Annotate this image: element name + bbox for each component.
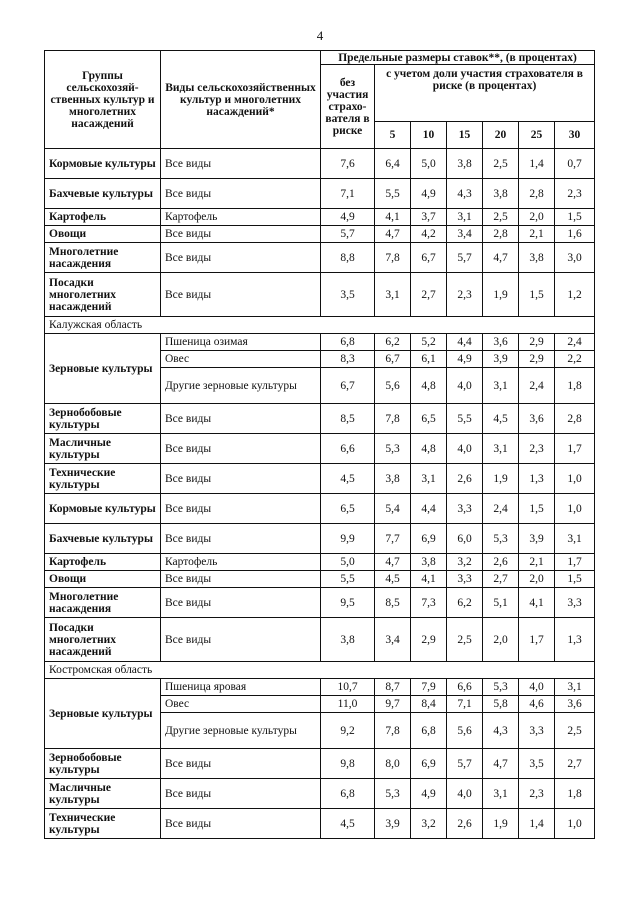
rate-share-20: 4,7: [483, 749, 519, 779]
table-row: [45, 524, 595, 554]
rate-share-25: 3,8: [519, 243, 555, 273]
rate-share-15: 3,3: [447, 571, 483, 588]
rate-share-30: 3,1: [555, 679, 595, 696]
rate-share-30: 1,5: [555, 209, 595, 226]
header-share-10: 10: [411, 122, 447, 149]
rate-share-5: 8,0: [375, 749, 411, 779]
rate-share-20: 2,6: [483, 554, 519, 571]
rate-share-15: 6,0: [447, 524, 483, 554]
rate-share-10: 4,2: [411, 226, 447, 243]
table-row: [45, 809, 595, 839]
rate-without-participation: 7,6: [321, 149, 375, 179]
rate-share-25: 2,1: [519, 226, 555, 243]
header-group-col: Группы сельскохозяй-ственных культур и многолетних насаждений: [45, 51, 161, 149]
group-name: Бахчевые культуры: [45, 524, 161, 554]
rate-share-30: 1,3: [555, 618, 595, 662]
crop-type: Все виды: [161, 809, 321, 839]
rate-share-5: 6,4: [375, 149, 411, 179]
rate-share-10: 3,8: [411, 554, 447, 571]
header-share-25: 25: [519, 122, 555, 149]
crop-type: Картофель: [161, 554, 321, 571]
group-name: Технические культуры: [45, 464, 161, 494]
rate-share-25: 2,0: [519, 209, 555, 226]
rate-without-participation: 4,5: [321, 464, 375, 494]
rate-share-15: 6,2: [447, 588, 483, 618]
rate-share-5: 7,8: [375, 243, 411, 273]
rate-share-15: 3,1: [447, 209, 483, 226]
rate-share-25: 2,9: [519, 334, 555, 351]
rate-share-25: 3,5: [519, 749, 555, 779]
rate-without-participation: 8,5: [321, 404, 375, 434]
rate-share-25: 2,4: [519, 368, 555, 404]
rate-without-participation: 6,8: [321, 779, 375, 809]
rate-share-5: 7,8: [375, 713, 411, 749]
rate-share-25: 3,9: [519, 524, 555, 554]
rate-share-5: 6,2: [375, 334, 411, 351]
rate-share-30: 2,3: [555, 179, 595, 209]
rate-share-10: 6,9: [411, 749, 447, 779]
rate-share-15: 3,8: [447, 149, 483, 179]
rate-share-20: 3,9: [483, 351, 519, 368]
rate-share-15: 6,6: [447, 679, 483, 696]
header-share-15: 15: [447, 122, 483, 149]
rate-share-25: 1,4: [519, 809, 555, 839]
header-limit-rates: Предельные размеры ставок**, (в процентах): [321, 51, 595, 65]
rate-share-30: 2,2: [555, 351, 595, 368]
rate-without-participation: 4,9: [321, 209, 375, 226]
rate-without-participation: 9,9: [321, 524, 375, 554]
region-label: Калужская область: [45, 317, 595, 334]
rate-share-5: 3,4: [375, 618, 411, 662]
table-row: [45, 209, 595, 226]
rate-share-20: 4,7: [483, 243, 519, 273]
rate-share-30: 1,0: [555, 494, 595, 524]
rate-share-15: 5,7: [447, 749, 483, 779]
group-name: Кормовые культуры: [45, 149, 161, 179]
rate-share-30: 1,7: [555, 554, 595, 571]
rate-share-25: 3,3: [519, 713, 555, 749]
rate-share-20: 1,9: [483, 273, 519, 317]
rate-share-30: 2,7: [555, 749, 595, 779]
group-name: Картофель: [45, 554, 161, 571]
rate-without-participation: 10,7: [321, 679, 375, 696]
rate-share-25: 4,6: [519, 696, 555, 713]
crop-type: Все виды: [161, 273, 321, 317]
rate-share-10: 3,1: [411, 464, 447, 494]
rate-share-15: 3,3: [447, 494, 483, 524]
crop-type: Другие зерновые культуры: [161, 713, 321, 749]
rate-share-30: 1,0: [555, 464, 595, 494]
group-name: Многолетние насаждения: [45, 243, 161, 273]
table-row: [45, 464, 595, 494]
rate-share-25: 2,9: [519, 351, 555, 368]
rate-without-participation: 6,5: [321, 494, 375, 524]
table-row: [45, 588, 595, 618]
rate-share-5: 3,9: [375, 809, 411, 839]
rate-share-30: 1,5: [555, 571, 595, 588]
crop-type: Овес: [161, 696, 321, 713]
rate-without-participation: 9,2: [321, 713, 375, 749]
header-type-col: Виды сельскохозяйственных культур и многолетних насаждений*: [161, 51, 321, 149]
page-number: 4: [316, 28, 324, 43]
crop-type: Пшеница яровая: [161, 679, 321, 696]
rate-share-30: 3,1: [555, 524, 595, 554]
rate-without-participation: 3,5: [321, 273, 375, 317]
rate-share-10: 8,4: [411, 696, 447, 713]
rate-share-10: 7,9: [411, 679, 447, 696]
rate-share-30: 3,6: [555, 696, 595, 713]
rate-share-30: 3,0: [555, 243, 595, 273]
crop-type: Все виды: [161, 524, 321, 554]
crop-type: Все виды: [161, 179, 321, 209]
rate-share-5: 4,5: [375, 571, 411, 588]
rate-share-5: 7,7: [375, 524, 411, 554]
rate-share-25: 2,3: [519, 434, 555, 464]
crop-type: Все виды: [161, 494, 321, 524]
rate-share-25: 2,3: [519, 779, 555, 809]
rate-share-30: 2,8: [555, 404, 595, 434]
rate-share-20: 3,1: [483, 779, 519, 809]
group-name: Зерновые культуры: [45, 679, 161, 749]
group-name: Посадки многолетних насаждений: [45, 618, 161, 662]
rate-share-15: 2,5: [447, 618, 483, 662]
group-name: Кормовые культуры: [45, 494, 161, 524]
group-name: Масличные культуры: [45, 434, 161, 464]
table-row: [45, 179, 595, 209]
rate-without-participation: 8,8: [321, 243, 375, 273]
rate-share-10: 4,9: [411, 779, 447, 809]
rate-share-10: 4,1: [411, 571, 447, 588]
crop-type: Все виды: [161, 779, 321, 809]
rate-share-10: 3,2: [411, 809, 447, 839]
group-name: Зернобобовые культуры: [45, 404, 161, 434]
crop-type: Все виды: [161, 618, 321, 662]
rate-share-20: 1,9: [483, 809, 519, 839]
rate-share-20: 4,5: [483, 404, 519, 434]
rate-share-10: 4,8: [411, 434, 447, 464]
rate-share-20: 5,1: [483, 588, 519, 618]
table-row: [45, 554, 595, 571]
rate-share-10: 2,7: [411, 273, 447, 317]
rate-share-10: 7,3: [411, 588, 447, 618]
rate-share-25: 2,0: [519, 571, 555, 588]
group-name: Зерновые культуры: [45, 334, 161, 404]
region-row: [45, 662, 595, 679]
rate-without-participation: 8,3: [321, 351, 375, 368]
rate-share-5: 7,8: [375, 404, 411, 434]
rate-share-15: 4,0: [447, 434, 483, 464]
rate-share-20: 2,5: [483, 209, 519, 226]
rate-share-10: 6,9: [411, 524, 447, 554]
rate-share-10: 4,4: [411, 494, 447, 524]
rate-share-5: 3,8: [375, 464, 411, 494]
rate-share-15: 4,4: [447, 334, 483, 351]
rate-share-25: 2,1: [519, 554, 555, 571]
group-name: Технические культуры: [45, 809, 161, 839]
rate-share-20: 2,7: [483, 571, 519, 588]
table-row: [45, 226, 595, 243]
rate-share-5: 5,3: [375, 434, 411, 464]
rate-share-25: 1,3: [519, 464, 555, 494]
rate-share-5: 5,3: [375, 779, 411, 809]
rate-share-15: 2,6: [447, 464, 483, 494]
rate-share-30: 1,8: [555, 779, 595, 809]
rate-without-participation: 5,7: [321, 226, 375, 243]
rate-share-25: 4,0: [519, 679, 555, 696]
rate-share-10: 4,9: [411, 179, 447, 209]
table-row: [45, 434, 595, 464]
header-with-participation: с учетом доли участия страхователя в риске (в процентах): [375, 65, 595, 122]
table-row: [45, 334, 595, 351]
header-share-5: 5: [375, 122, 411, 149]
rate-without-participation: 7,1: [321, 179, 375, 209]
rate-without-participation: 9,5: [321, 588, 375, 618]
rate-share-5: 4,7: [375, 554, 411, 571]
rate-share-30: 1,2: [555, 273, 595, 317]
header-share-20: 20: [483, 122, 519, 149]
table-row: [45, 679, 595, 696]
crop-type: Все виды: [161, 588, 321, 618]
table-row: [45, 618, 595, 662]
rate-share-10: 4,8: [411, 368, 447, 404]
rate-share-20: 5,3: [483, 524, 519, 554]
group-name: Овощи: [45, 571, 161, 588]
rate-share-10: 6,1: [411, 351, 447, 368]
group-name: Овощи: [45, 226, 161, 243]
rate-share-20: 3,1: [483, 368, 519, 404]
table-row: [45, 494, 595, 524]
rate-share-5: 8,5: [375, 588, 411, 618]
rate-share-30: 0,7: [555, 149, 595, 179]
crop-type: Все виды: [161, 243, 321, 273]
rate-share-15: 4,3: [447, 179, 483, 209]
rate-share-20: 3,1: [483, 434, 519, 464]
rate-share-25: 2,8: [519, 179, 555, 209]
rate-share-25: 1,7: [519, 618, 555, 662]
crop-type: Все виды: [161, 571, 321, 588]
rate-share-25: 1,4: [519, 149, 555, 179]
rate-share-20: 2,5: [483, 149, 519, 179]
crop-type: Другие зерновые культуры: [161, 368, 321, 404]
rate-share-20: 3,6: [483, 334, 519, 351]
rate-share-15: 5,6: [447, 713, 483, 749]
rate-share-20: 1,9: [483, 464, 519, 494]
rate-share-30: 1,6: [555, 226, 595, 243]
crop-type: Пшеница озимая: [161, 334, 321, 351]
rate-share-20: 5,8: [483, 696, 519, 713]
rate-share-10: 3,7: [411, 209, 447, 226]
rate-without-participation: 11,0: [321, 696, 375, 713]
crop-type: Все виды: [161, 404, 321, 434]
crop-type: Овес: [161, 351, 321, 368]
rate-share-15: 3,4: [447, 226, 483, 243]
rate-share-15: 2,6: [447, 809, 483, 839]
rate-without-participation: 5,5: [321, 571, 375, 588]
rate-share-5: 4,7: [375, 226, 411, 243]
rate-share-5: 4,1: [375, 209, 411, 226]
rate-share-15: 2,3: [447, 273, 483, 317]
rate-share-5: 5,5: [375, 179, 411, 209]
rate-without-participation: 6,8: [321, 334, 375, 351]
rate-without-participation: 4,5: [321, 809, 375, 839]
rate-without-participation: 9,8: [321, 749, 375, 779]
group-name: Картофель: [45, 209, 161, 226]
rate-share-25: 3,6: [519, 404, 555, 434]
rate-share-10: 5,0: [411, 149, 447, 179]
table-row: [45, 243, 595, 273]
rate-share-25: 1,5: [519, 273, 555, 317]
rate-share-30: 2,4: [555, 334, 595, 351]
insurance-rates-table: [44, 50, 595, 839]
rate-share-15: 5,7: [447, 243, 483, 273]
rate-share-10: 6,5: [411, 404, 447, 434]
rate-share-5: 8,7: [375, 679, 411, 696]
header-share-30: 30: [555, 122, 595, 149]
table-row: [45, 779, 595, 809]
rate-share-5: 9,7: [375, 696, 411, 713]
rate-share-30: 3,3: [555, 588, 595, 618]
table-row: [45, 149, 595, 179]
crop-type: Все виды: [161, 434, 321, 464]
rate-share-10: 6,7: [411, 243, 447, 273]
table-row: [45, 404, 595, 434]
table-row: [45, 749, 595, 779]
rate-share-30: 1,8: [555, 368, 595, 404]
rate-share-15: 4,9: [447, 351, 483, 368]
rate-share-15: 7,1: [447, 696, 483, 713]
rate-share-10: 2,9: [411, 618, 447, 662]
crop-type: Все виды: [161, 149, 321, 179]
rate-share-20: 2,4: [483, 494, 519, 524]
table-row: [45, 571, 595, 588]
rate-share-25: 1,5: [519, 494, 555, 524]
rate-without-participation: 6,7: [321, 368, 375, 404]
rate-share-30: 1,7: [555, 434, 595, 464]
table-row: [45, 273, 595, 317]
rate-share-20: 5,3: [483, 679, 519, 696]
rate-share-15: 4,0: [447, 368, 483, 404]
rate-share-5: 5,6: [375, 368, 411, 404]
rate-share-15: 3,2: [447, 554, 483, 571]
rate-share-20: 2,0: [483, 618, 519, 662]
rate-share-20: 2,8: [483, 226, 519, 243]
rate-share-30: 2,5: [555, 713, 595, 749]
rate-share-5: 6,7: [375, 351, 411, 368]
rate-share-10: 6,8: [411, 713, 447, 749]
region-row: [45, 317, 595, 334]
crop-type: Картофель: [161, 209, 321, 226]
rate-without-participation: 6,6: [321, 434, 375, 464]
rate-share-25: 4,1: [519, 588, 555, 618]
crop-type: Все виды: [161, 464, 321, 494]
rate-share-20: 4,3: [483, 713, 519, 749]
rate-share-5: 5,4: [375, 494, 411, 524]
group-name: Бахчевые культуры: [45, 179, 161, 209]
group-name: Посадки многолетних насаждений: [45, 273, 161, 317]
rate-share-30: 1,0: [555, 809, 595, 839]
rate-share-15: 5,5: [447, 404, 483, 434]
crop-type: Все виды: [161, 226, 321, 243]
rate-share-15: 4,0: [447, 779, 483, 809]
rate-share-10: 5,2: [411, 334, 447, 351]
rate-share-20: 3,8: [483, 179, 519, 209]
group-name: Зернобобовые культуры: [45, 749, 161, 779]
rate-without-participation: 3,8: [321, 618, 375, 662]
table-body: [45, 149, 595, 839]
rate-without-participation: 5,0: [321, 554, 375, 571]
group-name: Масличные культуры: [45, 779, 161, 809]
header-without-participation: без участия страхо-вателя в риске: [321, 65, 375, 149]
crop-type: Все виды: [161, 749, 321, 779]
rate-share-5: 3,1: [375, 273, 411, 317]
group-name: Многолетние насаждения: [45, 588, 161, 618]
region-label: Костромская область: [45, 662, 595, 679]
